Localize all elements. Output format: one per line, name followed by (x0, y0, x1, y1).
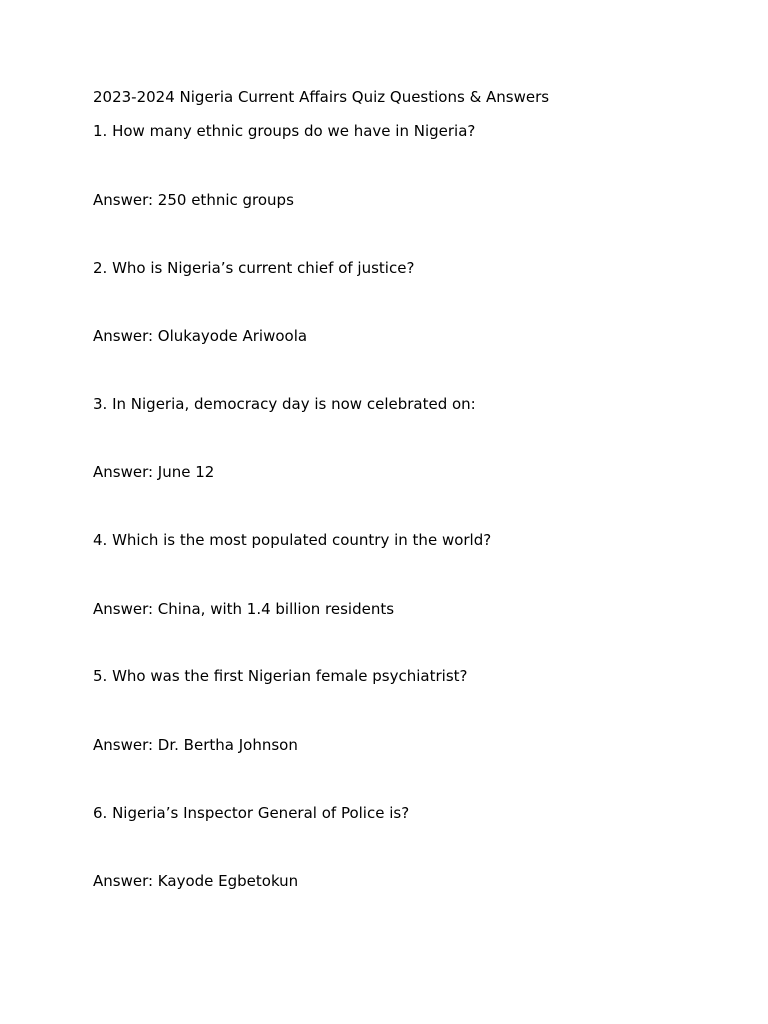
answer-6: Answer: Kayode Egbetokun (93, 872, 299, 890)
question-4: 4. Which is the most populated country in the world? (93, 531, 492, 549)
document-title: 2023-2024 Nigeria Current Affairs Quiz Questions & Answers (93, 88, 550, 106)
answer-2: Answer: Olukayode Ariwoola (93, 327, 308, 345)
question-3: 3. In Nigeria, democracy day is now celebrated on: (93, 395, 476, 413)
answer-5: Answer: Dr. Bertha Johnson (93, 736, 298, 754)
question-6: 6. Nigeria’s Inspector General of Police is? (93, 804, 410, 822)
answer-4: Answer: China, with 1.4 billion residents (93, 600, 395, 618)
question-2: 2. Who is Nigeria’s current chief of justice? (93, 259, 415, 277)
answer-3: Answer: June 12 (93, 463, 215, 481)
question-5: 5. Who was the first Nigerian female psychiatrist? (93, 667, 468, 685)
answer-1: Answer: 250 ethnic groups (93, 191, 294, 209)
question-1: 1. How many ethnic groups do we have in Nigeria? (93, 122, 476, 140)
